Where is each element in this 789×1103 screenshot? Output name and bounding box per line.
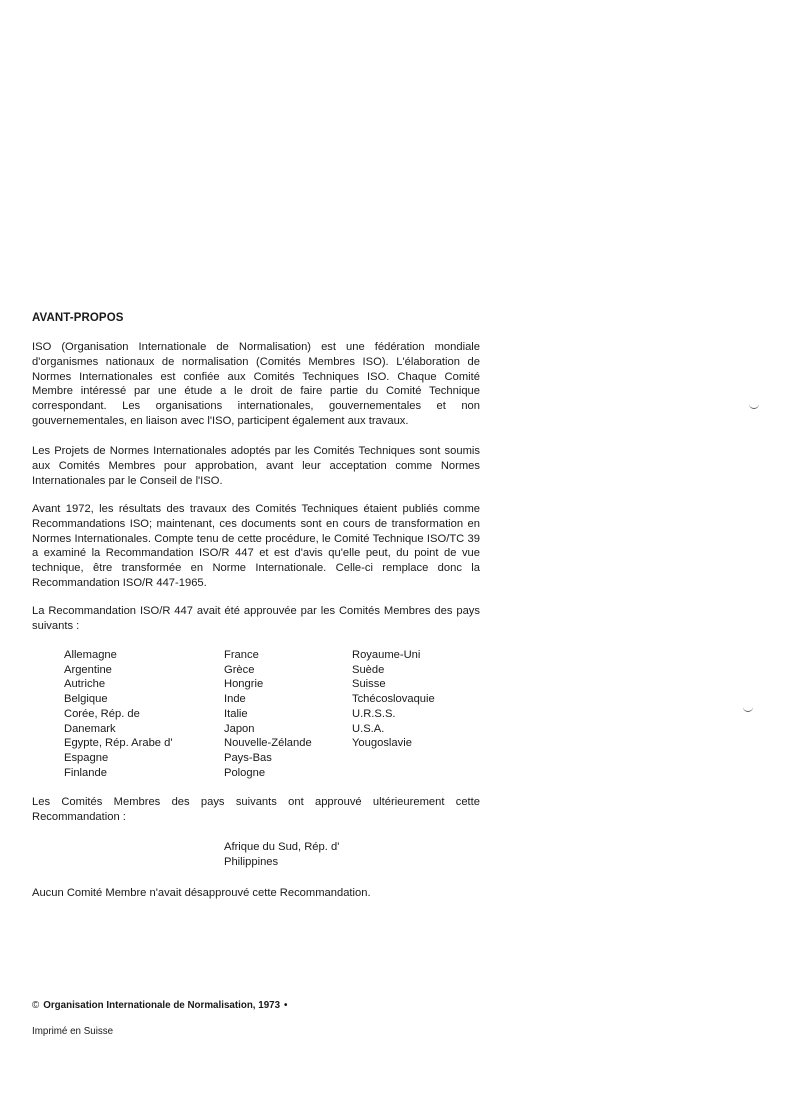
paragraph-no-disapproval: Aucun Comité Membre n'avait désapprouvé cette Recommandation.: [32, 887, 371, 899]
country-item: Corée, Rép. de: [64, 707, 140, 720]
later-approval-list: [224, 840, 339, 869]
paragraph-iso-intro: ISO (Organisation Internationale de Normalisation) est une fédération mondiale d'organismes nationaux de normalisation (Comités Membres ISO). L'élaboration de Normes Internationales est confiée aux Comités Techniques ISO. Chaque Comité Membre intéressé par une étude a le droit de faire partie du Comité Technique correspondant. Les organisations internationales, gouvernementales et non gouvernementales, en liaison avec l'ISO, participent également aux travaux.: [32, 341, 480, 427]
country-item: Argentine: [64, 663, 112, 676]
country-item: Nouvelle-Zélande: [224, 737, 312, 750]
country-item: Finlande: [64, 766, 107, 779]
country-item: Suède: [352, 663, 385, 676]
country-item: Afrique du Sud, Rép. d': [224, 841, 340, 853]
country-item: Autriche: [64, 678, 106, 691]
country-item: Belgique: [64, 693, 108, 706]
country-item: Danemark: [64, 722, 116, 735]
country-item: Hongrie: [224, 678, 264, 691]
country-item: Grèce: [224, 663, 255, 676]
country-item: Philippines: [224, 855, 279, 868]
copyright-icon: ©: [32, 1000, 40, 1011]
country-item: Allemagne: [64, 649, 117, 661]
bullet-icon: •: [284, 1000, 288, 1011]
country-item: Pays-Bas: [224, 751, 272, 764]
page-title: AVANT-PROPOS: [32, 312, 124, 324]
scan-mark-icon: [749, 404, 759, 409]
country-item: Inde: [224, 693, 246, 706]
copyright-notice: [32, 1000, 287, 1011]
country-column-3: [352, 648, 435, 751]
scan-mark-icon: [743, 707, 753, 712]
country-item: Tchécoslovaquie: [352, 693, 435, 706]
country-item: Japon: [224, 722, 255, 735]
copyright-text: Organisation Internationale de Normalisation, 1973: [43, 1000, 281, 1011]
country-item: U.R.S.S.: [352, 707, 396, 720]
country-item: Royaume-Uni: [352, 649, 421, 661]
country-item: Yougoslavie: [352, 737, 412, 750]
country-column-2: [224, 648, 312, 780]
paragraph-history: Avant 1972, les résultats des travaux des Comités Techniques étaient publiés comme Recommandations ISO; maintenant, ces documents sont en cours de transformation en Normes Internationales. Compte tenu de cette procédure, le Comité Technique ISO/TC 39 a examiné la Recommandation ISO/R 447 et est d'avis qu'elle peut, du point de vue technique, être transformée en Norme Internationale. Celle-ci remplace donc la Recommandation ISO/R 447-1965.: [32, 503, 480, 589]
country-item: Pologne: [224, 766, 266, 779]
printed-in: Imprimé en Suisse: [32, 1026, 114, 1037]
country-item: Suisse: [352, 678, 386, 691]
paragraph-approval-intro: La Recommandation ISO/R 447 avait été approuvée par les Comités Membres des pays suivants :: [32, 605, 480, 632]
paragraph-draft-standards: Les Projets de Normes Internationales adoptés par les Comités Techniques sont soumis aux Comités Membres pour approbation, avant leur acceptation comme Normes Internationales par le Conseil de l'ISO.: [32, 445, 480, 487]
country-item: France: [224, 649, 259, 661]
country-column-1: [64, 648, 173, 780]
country-item: Italie: [224, 707, 248, 720]
paragraph-later-approval: Les Comités Membres des pays suivants ont approuvé ultérieurement cette Recommandation :: [32, 796, 480, 823]
country-item: Egypte, Rép. Arabe d': [64, 737, 173, 750]
country-item: Espagne: [64, 751, 109, 764]
country-item: U.S.A.: [352, 722, 385, 735]
